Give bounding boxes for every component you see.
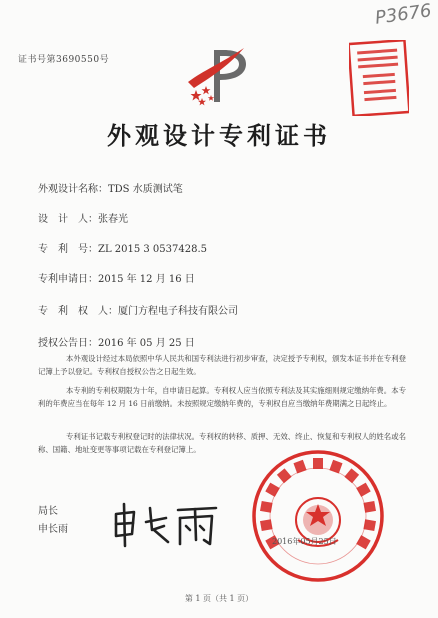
designer-field: 设 计 人：张春光 — [38, 214, 128, 225]
paragraph-3: 专利证书记载专利权登记时的法律状况。专利权的转移、质押、无效、终止、恢复和专利权人的姓名或名称、国籍、地址变更等事项记载在专利登记簿上。 — [38, 432, 406, 455]
patentee-field: 专 利 权 人：厦门方程电子科技有限公司 — [38, 306, 238, 317]
design-name-field: 外观设计名称：TDS 水质测试笔 — [38, 184, 183, 195]
patent-office-logo — [184, 42, 256, 110]
small-office-seal — [349, 40, 409, 116]
page-number: 第 1 页（共 1 页） — [184, 594, 254, 603]
certificate-title: 外观设计专利证书 — [107, 121, 331, 150]
filing-date-field: 专利申请日：2015 年 12 月 16 日 — [38, 274, 195, 285]
patent-number-field: 专 利 号：ZL 2015 3 0537428.5 — [38, 244, 208, 255]
grant-date-field: 授权公告日：2016 年 05 月 25 日 — [38, 338, 195, 349]
paragraph-2: 本专利的专利权期限为十年，自申请日起算。专利权人应当依照专利法及其实施细则规定缴纳年费。本专利的年费应当在每年 12 月 16 日前缴纳。未按照规定缴纳年费的，专利权自应当缴纳年费期满之日起终止。 — [38, 386, 406, 409]
certificate-number: 证书号第3690550号 — [18, 55, 110, 65]
seal-date: 2016年05月25日 — [272, 537, 337, 546]
handwritten-reference: P3676 — [374, 0, 434, 29]
office-seal — [250, 448, 386, 584]
paragraph-1: 本外观设计经过本局依照中华人民共和国专利法进行初步审查，决定授予专利权，颁发本证书并在专利登记簿上予以登记。专利权自授权公告之日起生效。 — [38, 354, 406, 377]
director-title: 局长 — [38, 506, 58, 517]
director-name: 申长雨 — [38, 524, 68, 535]
director-signature — [108, 500, 228, 550]
